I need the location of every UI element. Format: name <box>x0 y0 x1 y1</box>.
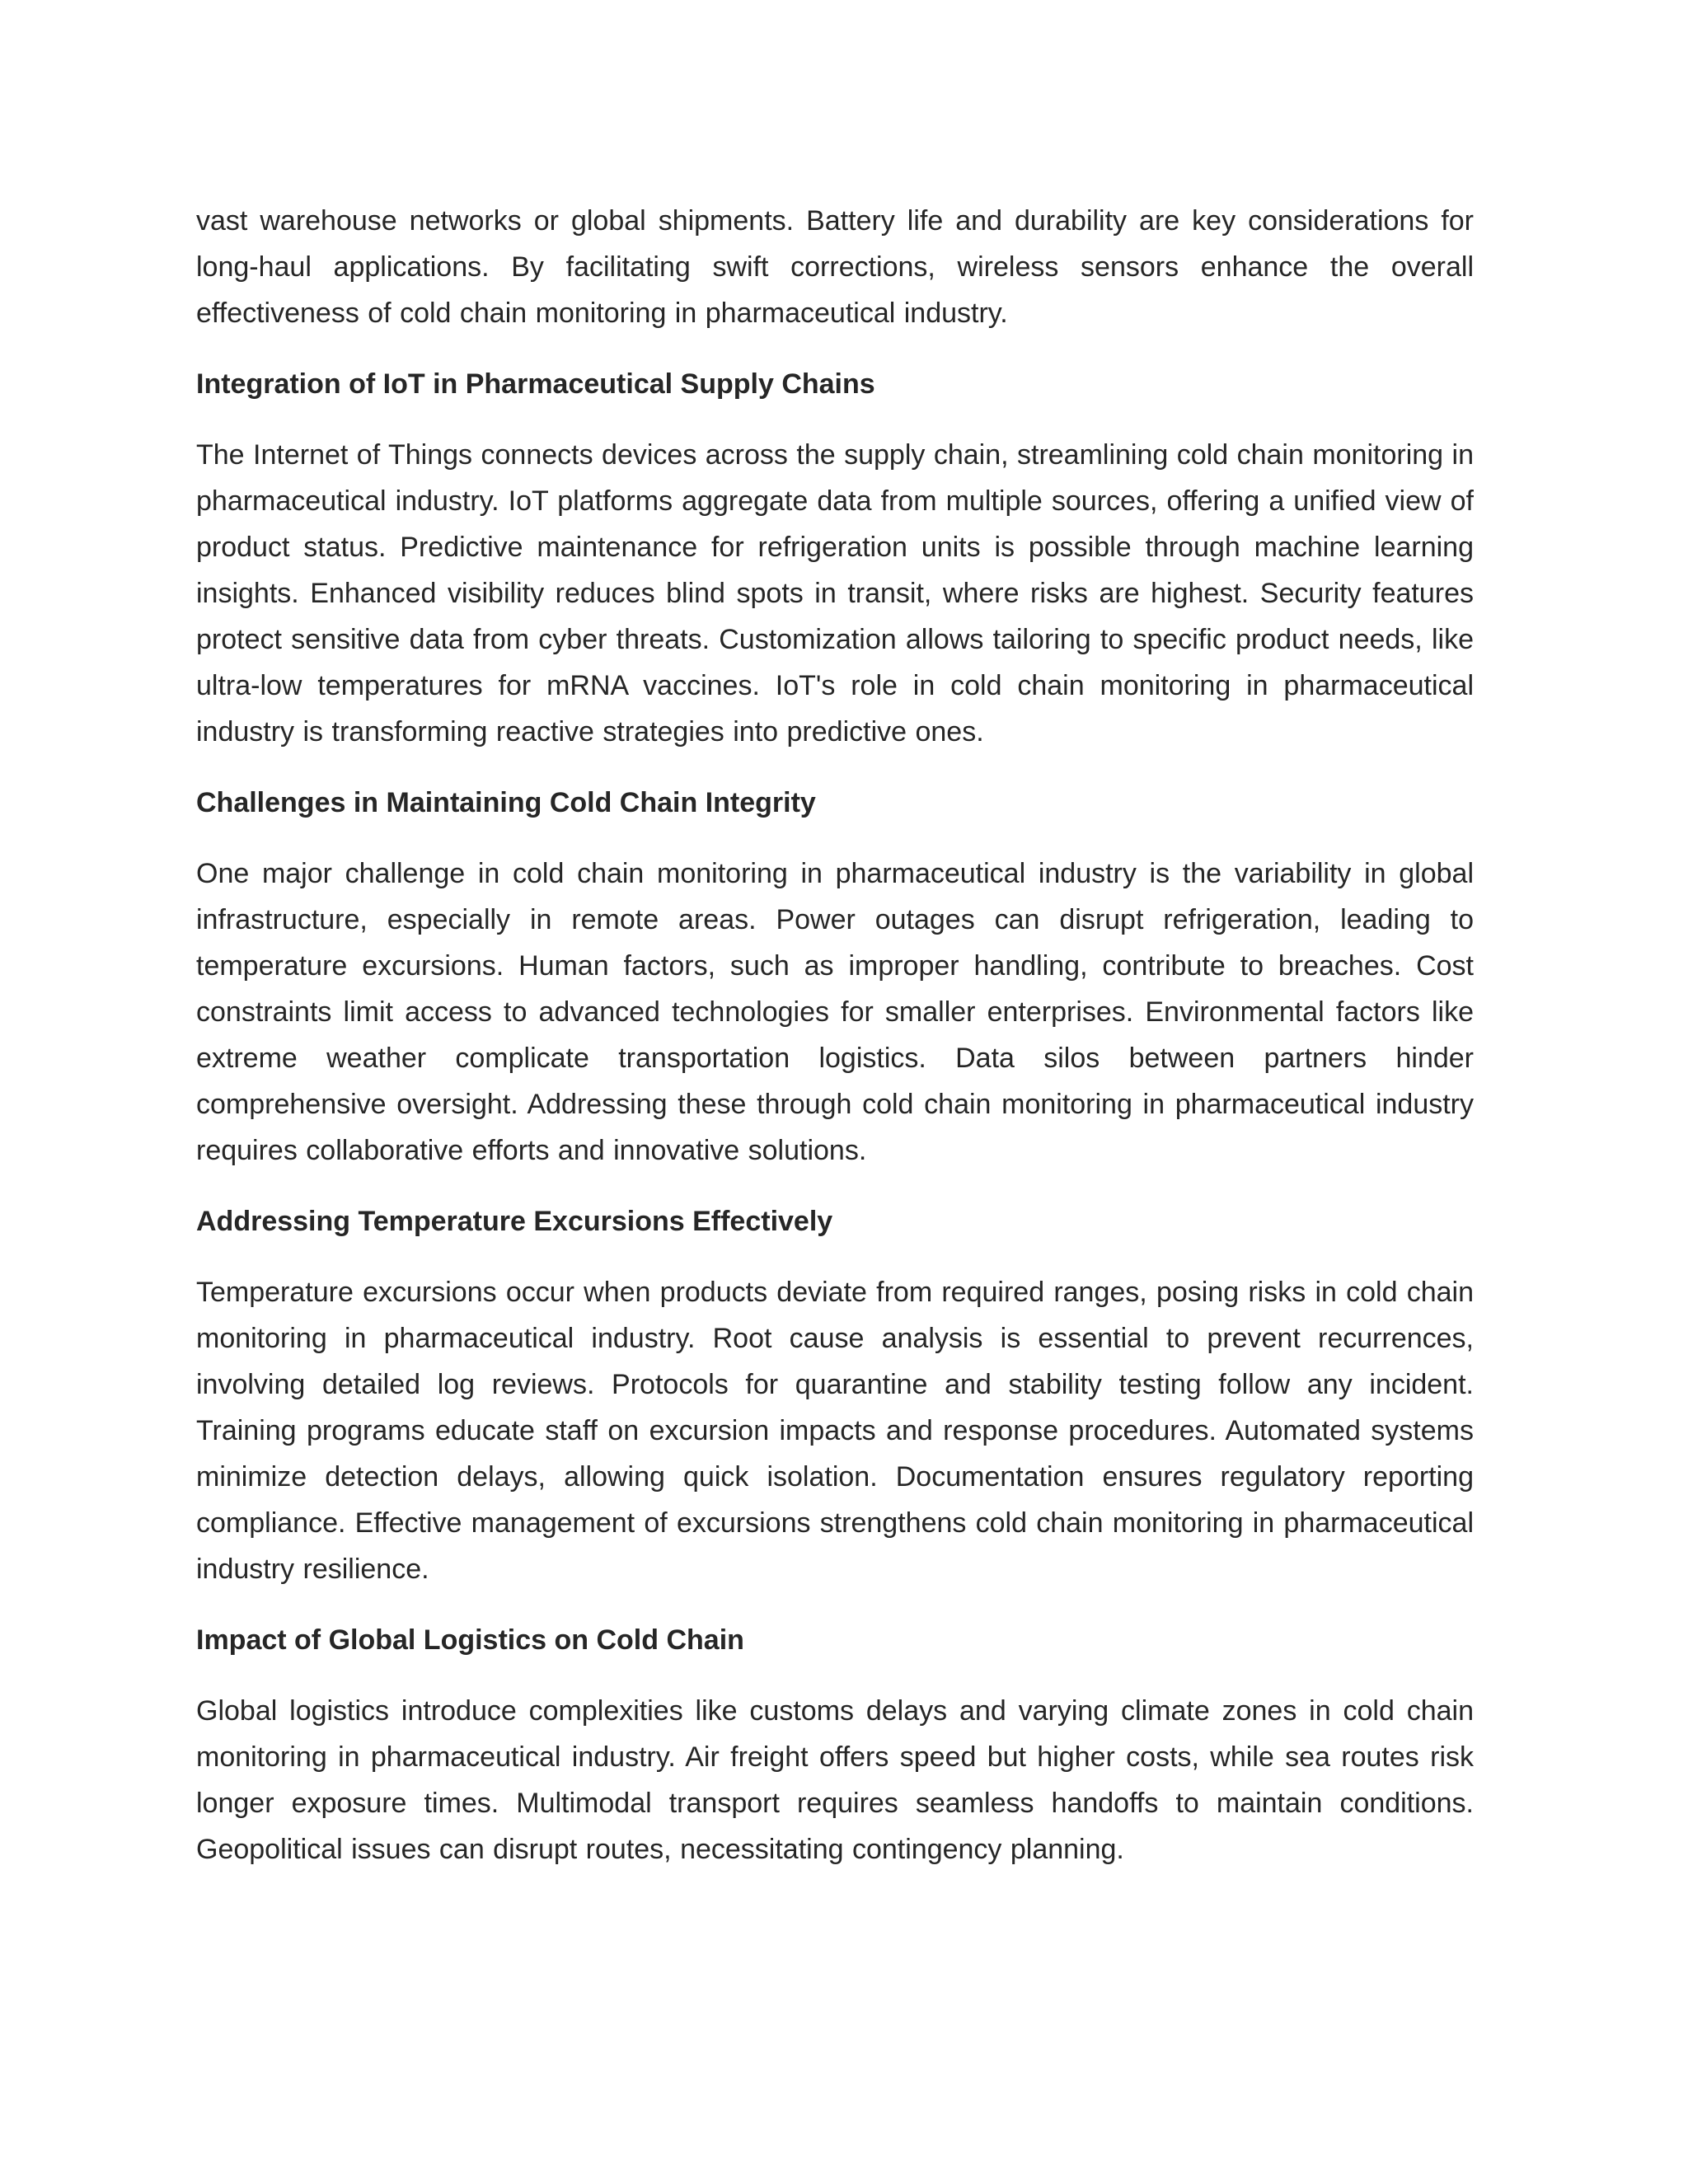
heading-global-logistics: Impact of Global Logistics on Cold Chain <box>196 1624 744 1656</box>
document-body <box>196 198 1474 1897</box>
heading-cold-chain-challenges: Challenges in Maintaining Cold Chain Integrity <box>196 787 816 818</box>
heading-temperature-excursions: Addressing Temperature Excursions Effectively <box>196 1206 833 1237</box>
paragraph-wireless-sensors-continued: vast warehouse networks or global shipments. Battery life and durability are key considerations for long-haul applications. By facilitating swift corrections, wireless sensors enhance the overall effectiveness of cold chain monitoring in pharmaceutical industry. <box>196 205 1474 329</box>
heading-iot-integration: Integration of IoT in Pharmaceutical Supply Chains <box>196 368 875 400</box>
paragraph-cold-chain-challenges: One major challenge in cold chain monitoring in pharmaceutical industry is the variability in global infrastructure, especially in remote areas. Power outages can disrupt refrigeration, leading to temperature excursions. Human factors, such as improper handling, contribute to breaches. Cost constraints limit access to advanced technologies for smaller enterprises. Environmental factors like extreme weather complicate transportation logistics. Data silos between partners hinder comprehensive oversight. Addressing these through cold chain monitoring in pharmaceutical industry requires collaborative efforts and innovative solutions. <box>196 858 1474 1166</box>
paragraph-iot-integration: The Internet of Things connects devices across the supply chain, streamlining cold chain monitoring in pharmaceutical industry. IoT platforms aggregate data from multiple sources, offering a unified view of product status. Predictive maintenance for refrigeration units is possible through machine learning insights. Enhanced visibility reduces blind spots in transit, where risks are highest. Security features protect sensitive data from cyber threats. Customization allows tailoring to specific product needs, like ultra-low temperatures for mRNA vaccines. IoT's role in cold chain monitoring in pharmaceutical industry is transforming reactive strategies into predictive ones. <box>196 439 1474 748</box>
paragraph-global-logistics: Global logistics introduce complexities like customs delays and varying climate zones in cold chain monitoring in pharmaceutical industry. Air freight offers speed but higher costs, while sea routes risk longer exposure times. Multimodal transport requires seamless handoffs to maintain conditions. Geopolitical issues can disrupt routes, necessitating contingency planning. <box>196 1695 1474 1865</box>
paragraph-temperature-excursions: Temperature excursions occur when products deviate from required ranges, posing risks in cold chain monitoring in pharmaceutical industry. Root cause analysis is essential to prevent recurrences, involving detailed log reviews. Protocols for quarantine and stability testing follow any incident. Training programs educate staff on excursion impacts and response procedures. Automated systems minimize detection delays, allowing quick isolation. Documentation ensures regulatory reporting compliance. Effective management of excursions strengthens cold chain monitoring in pharmaceutical industry resilience. <box>196 1277 1474 1585</box>
